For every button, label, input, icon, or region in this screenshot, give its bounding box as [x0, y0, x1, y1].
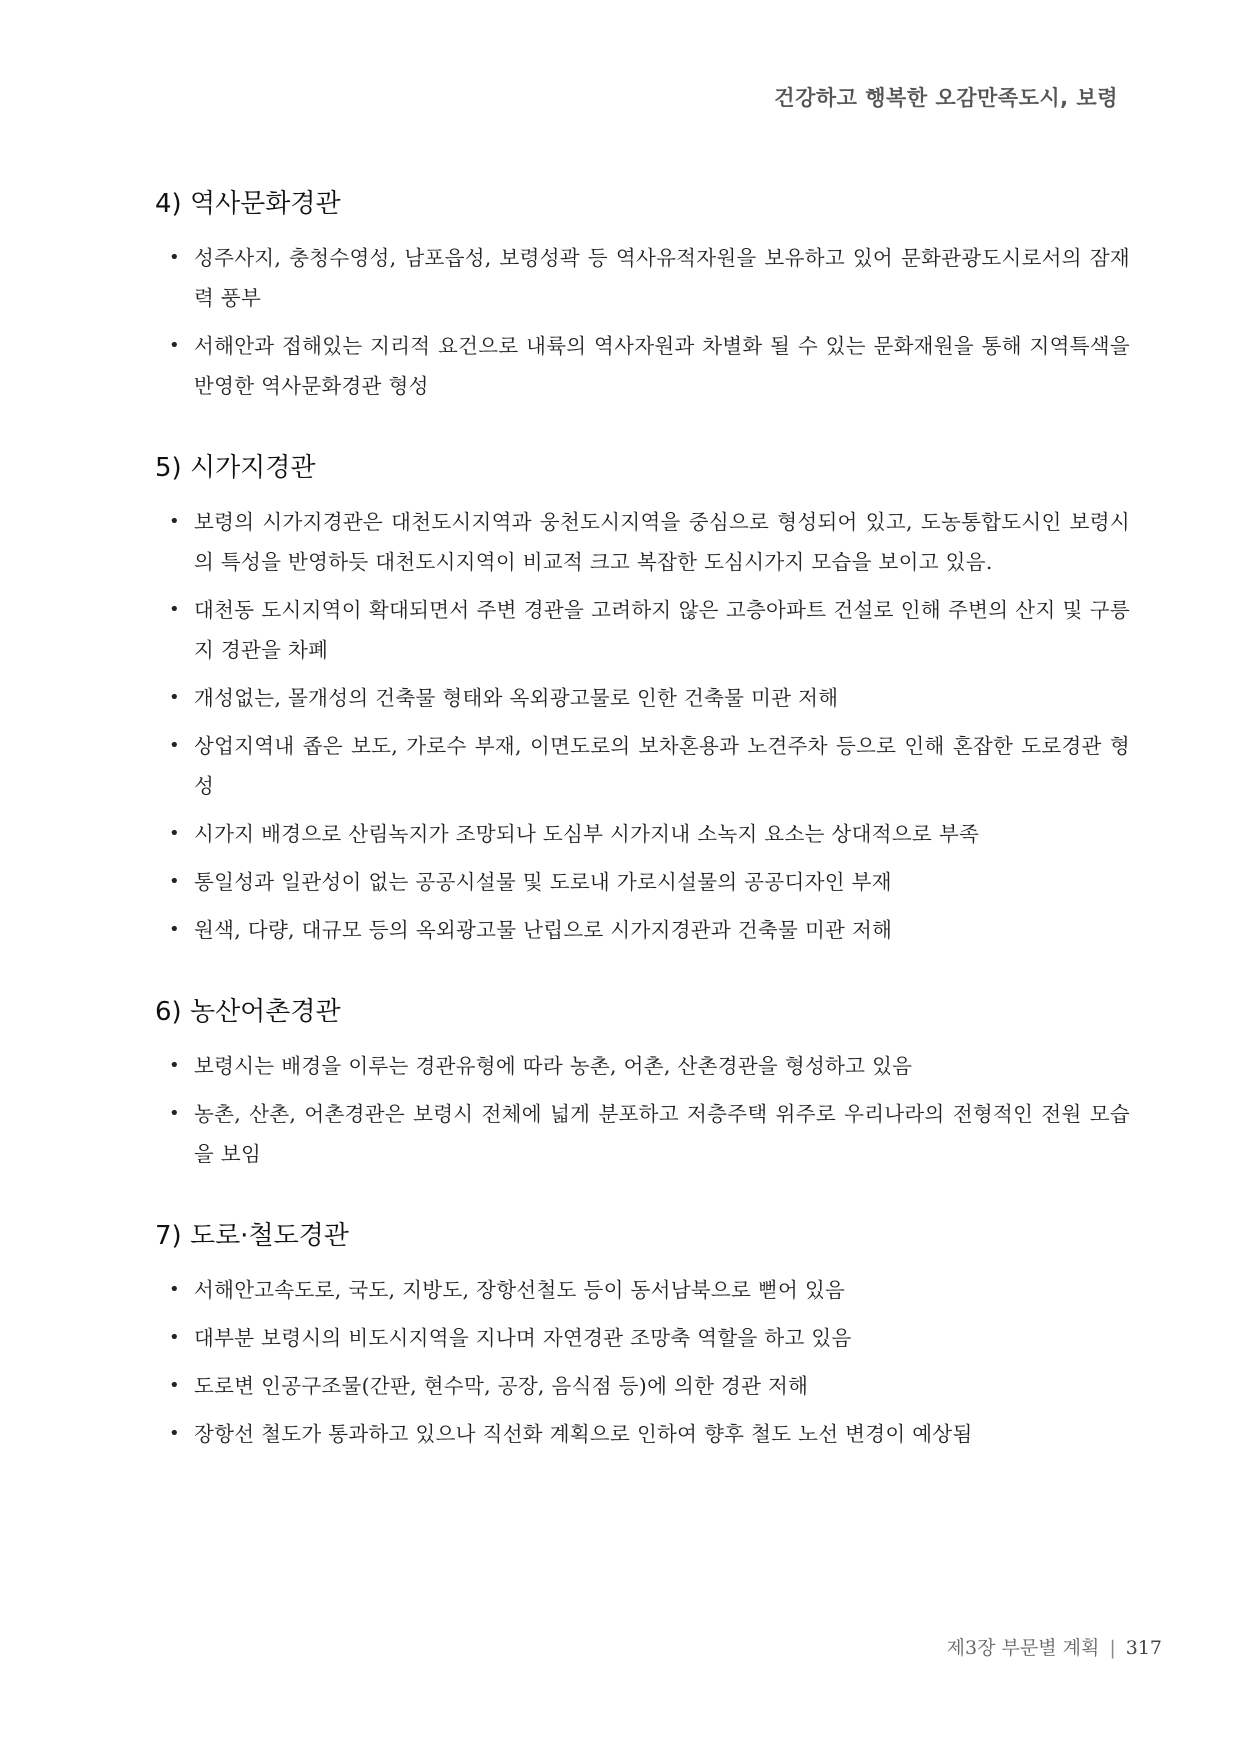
list-item: • 원색, 다량, 대규모 등의 옥외광고물 난립으로 시가지경관과 건축물 미관 저해 [155, 910, 1130, 950]
section-title: 7) 도로·철도경관 [155, 1221, 349, 1251]
list-item: • 보령시는 배경을 이루는 경관유형에 따라 농촌, 어촌, 산촌경관을 형성하고 있음 [155, 1046, 1130, 1086]
section-rural-landscape [155, 992, 1130, 1174]
bullet-list [155, 1046, 1130, 1174]
list-item: • 서해안과 접해있는 지리적 요건으로 내륙의 역사자원과 차별화 될 수 있는 문화재원을 통해 지역특색을 반영한 역사문화경관 형성 [155, 326, 1130, 406]
list-item: • 대부분 보령시의 비도시지역을 지나며 자연경관 조망축 역할을 하고 있음 [155, 1318, 1130, 1358]
section-urban-landscape [155, 448, 1130, 950]
section-road-rail-landscape [155, 1216, 1130, 1454]
list-item: • 대천동 도시지역이 확대되면서 주변 경관을 고려하지 않은 고층아파트 건설로 인해 주변의 산지 및 구릉지 경관을 차폐 [155, 590, 1130, 670]
list-item: • 도로변 인공구조물(간판, 현수막, 공장, 음식점 등)에 의한 경관 저해 [155, 1366, 1130, 1406]
list-item: • 상업지역내 좁은 보도, 가로수 부재, 이면도로의 보차혼용과 노견주차 등으로 인해 혼잡한 도로경관 형성 [155, 726, 1130, 806]
list-item: • 성주사지, 충청수영성, 남포읍성, 보령성곽 등 역사유적자원을 보유하고 있어 문화관광도시로서의 잠재력 풍부 [155, 238, 1130, 318]
list-item: • 농촌, 산촌, 어촌경관은 보령시 전체에 넓게 분포하고 저층주택 위주로 우리나라의 전형적인 전원 모습을 보임 [155, 1094, 1130, 1174]
bullet-list [155, 502, 1130, 950]
list-item: • 보령의 시가지경관은 대천도시지역과 웅천도시지역을 중심으로 형성되어 있고, 도농통합도시인 보령시의 특성을 반영하듯 대천도시지역이 비교적 크고 복잡한 도심시가지 모습을 보이고 있음. [155, 502, 1130, 582]
list-item: • 개성없는, 몰개성의 건축물 형태와 옥외광고물로 인한 건축물 미관 저해 [155, 678, 1130, 718]
list-item: • 서해안고속도로, 국도, 지방도, 장항선철도 등이 동서남북으로 뻗어 있음 [155, 1270, 1130, 1310]
section-historic-landscape [155, 184, 1130, 406]
list-item: • 통일성과 일관성이 없는 공공시설물 및 도로내 가로시설물의 공공디자인 부재 [155, 862, 1130, 902]
footer-chapter: 제3장 부문별 계획 [946, 1637, 1100, 1659]
running-header: 건강하고 행복한 오감만족도시, 보령 [774, 86, 1118, 110]
section-title: 5) 시가지경관 [155, 453, 316, 483]
list-item: • 시가지 배경으로 산림녹지가 조망되나 도심부 시가지내 소녹지 요소는 상대적으로 부족 [155, 814, 1130, 854]
document-body [155, 184, 1130, 1496]
section-title: 4) 역사문화경관 [155, 189, 341, 219]
bullet-list [155, 1270, 1130, 1454]
page-number: 317 [1125, 1637, 1162, 1659]
page-footer [947, 1633, 1162, 1660]
section-title: 6) 농산어촌경관 [155, 997, 341, 1027]
footer-separator: | [1109, 1637, 1116, 1659]
bullet-list [155, 238, 1130, 406]
list-item: • 장항선 철도가 통과하고 있으나 직선화 계획으로 인하여 향후 철도 노선 변경이 예상됨 [155, 1414, 1130, 1454]
